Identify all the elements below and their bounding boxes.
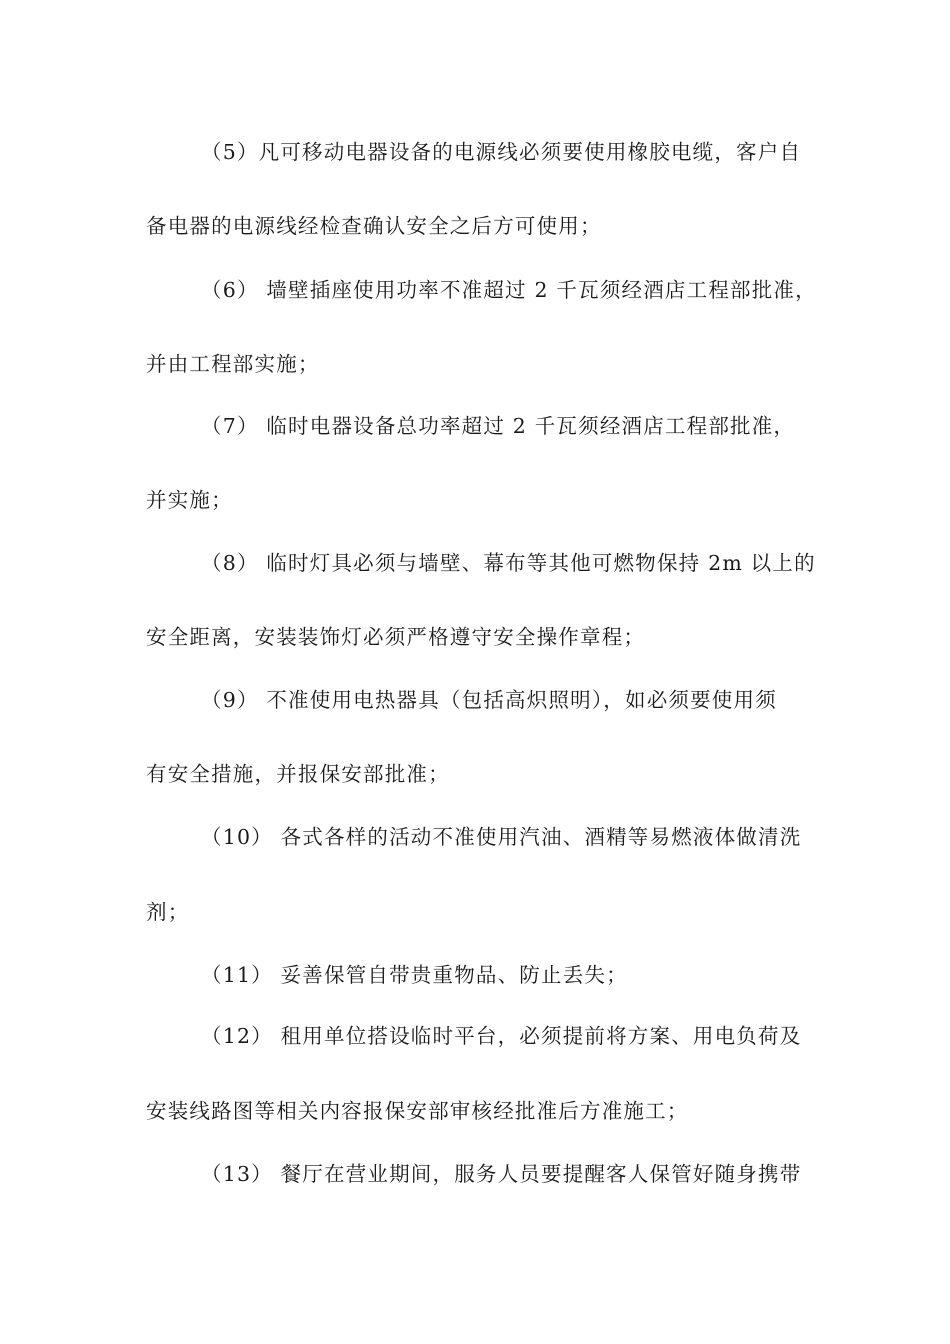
paragraph-line-item-10: （10） 各式各样的活动不准使用汽油、酒精等易燃液体做清洗 <box>201 825 802 849</box>
paragraph-line-item-7: （7） 临时电器设备总功率超过 2 千瓦须经酒店工程部批准， <box>201 414 796 438</box>
paragraph-line-item-6: （6） 墙壁插座使用功率不准超过 2 千瓦须经酒店工程部批准， <box>201 278 817 302</box>
paragraph-line-continuation: 安全距离，安装装饰灯必须严格遵守安全操作章程； <box>146 625 646 649</box>
paragraph-line-item-12: （12） 租用单位搭设临时平台，必须提前将方案、用电负荷及 <box>201 1024 802 1048</box>
paragraph-line-continuation: 剂； <box>146 900 190 924</box>
paragraph-line-continuation: 有安全措施，并报保安部批准； <box>146 762 450 786</box>
paragraph-line-continuation: 安装线路图等相关内容报保安部审核经批准后方准施工； <box>146 1099 689 1123</box>
paragraph-line-item-13: （13） 餐厅在营业期间，服务人员要提醒客人保管好随身携带 <box>201 1162 802 1186</box>
paragraph-line-continuation: 备电器的电源线经检查确认安全之后方可使用； <box>146 214 602 238</box>
paragraph-line-continuation: 并实施； <box>146 488 233 512</box>
paragraph-line-item-11: （11） 妥善保管自带贵重物品、防止丢失； <box>201 963 628 987</box>
paragraph-line-item-5: （5）凡可移动电器设备的电源线必须要使用橡胶电缆，客户自 <box>201 140 802 164</box>
paragraph-line-item-8: （8） 临时灯具必须与墙壁、幕布等其他可燃物保持 2m 以上的 <box>201 551 816 575</box>
paragraph-line-continuation: 并由工程部实施； <box>146 352 320 376</box>
paragraph-line-item-9: （9） 不准使用电热器具（包括高炽照明），如必须要使用须 <box>201 688 777 712</box>
